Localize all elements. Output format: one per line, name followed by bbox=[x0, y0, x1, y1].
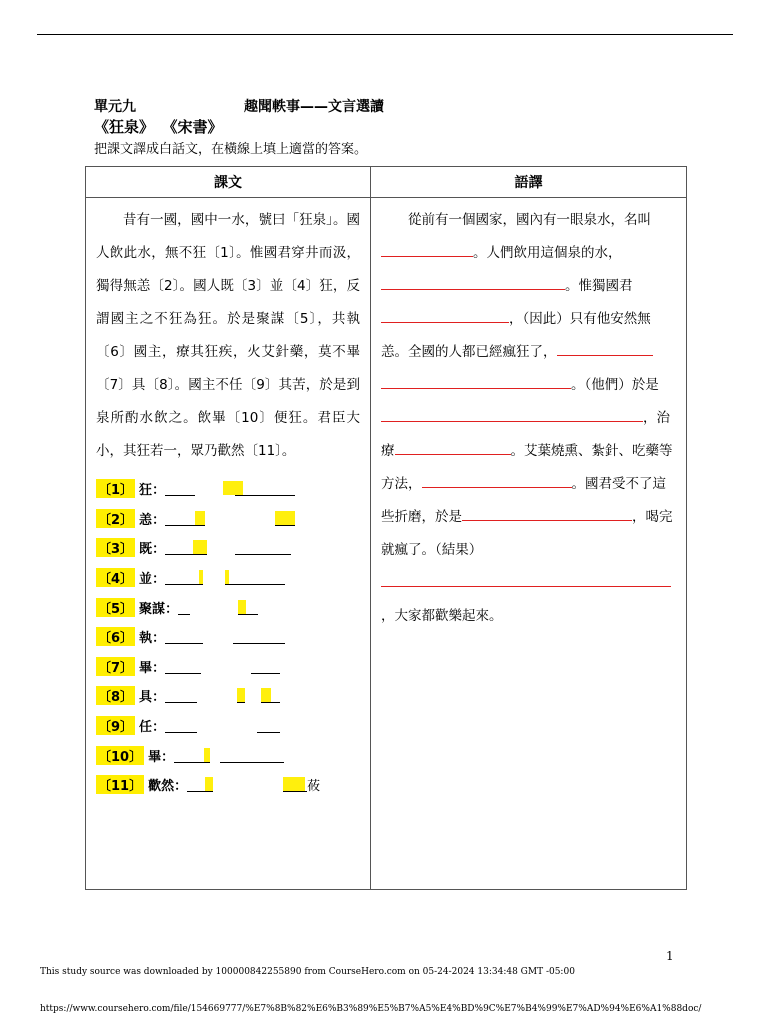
vocab-item: 〔3〕 既 ： bbox=[96, 533, 370, 563]
vocab-word: 具 bbox=[139, 690, 153, 706]
passage-cell bbox=[86, 198, 371, 890]
answer-blank[interactable] bbox=[395, 440, 511, 455]
book-title-2: 《宋書》 bbox=[170, 118, 223, 136]
vocab-number: 〔4〕 bbox=[96, 568, 135, 587]
vocab-number: 〔9〕 bbox=[96, 716, 135, 735]
vocab-item: 〔2〕 恙 ： bbox=[96, 504, 370, 534]
answer-blank[interactable] bbox=[165, 688, 280, 703]
vocab-item: 〔11〕 歡然 ： 莜 bbox=[96, 770, 370, 800]
header-translation: 語譯 bbox=[371, 167, 687, 198]
translation-seg: ，（因此）只有他安然無恙。全國的人都已經瘋狂了， bbox=[381, 311, 651, 360]
vocab-list bbox=[86, 474, 370, 800]
page-number: 1 bbox=[666, 949, 674, 963]
translation-seg: 。人們飲用這個泉的水， bbox=[473, 245, 622, 261]
vocab-word: 歡然 bbox=[148, 779, 175, 795]
translation-seg: ，治療 bbox=[381, 410, 670, 459]
translation bbox=[371, 198, 686, 633]
answer-blank[interactable] bbox=[381, 275, 565, 290]
vocab-word: 畢 bbox=[139, 660, 153, 676]
answer-blank[interactable] bbox=[165, 629, 285, 644]
translation-cell bbox=[371, 198, 687, 890]
vocab-item: 〔7〕 畢 ： bbox=[96, 652, 370, 682]
translation-seg: 從前有一個國家，國內有一眼泉水，名叫 bbox=[408, 212, 651, 228]
answer-blank[interactable] bbox=[381, 308, 509, 323]
vocab-suffix: 莜 bbox=[307, 779, 321, 795]
translation-seg: 。（他們）於是 bbox=[571, 377, 659, 393]
answer-blank[interactable] bbox=[165, 570, 285, 585]
answer-blank[interactable] bbox=[165, 481, 295, 496]
vocab-word: 並 bbox=[139, 572, 153, 588]
worksheet-table bbox=[85, 166, 687, 890]
translation-seg: ，喝完就瘋了。（結果） bbox=[381, 509, 673, 558]
download-note: This study source was downloaded by 100000842255890 from CourseHero.com on 05-24-2024 13:34:48 GMT -05:00 bbox=[40, 967, 575, 977]
vocab-item: 〔9〕 任 ： bbox=[96, 711, 370, 741]
answer-blank[interactable] bbox=[462, 506, 632, 521]
vocab-item: 〔8〕 具 ： bbox=[96, 681, 370, 711]
vocab-number: 〔8〕 bbox=[96, 686, 135, 705]
vocab-item: 〔10〕 畢 ： bbox=[96, 740, 370, 770]
vocab-item: 〔6〕 執 ： bbox=[96, 622, 370, 652]
vocab-item: 〔5〕 聚謀 ： bbox=[96, 592, 370, 622]
answer-blank[interactable] bbox=[165, 511, 295, 526]
answer-blank[interactable] bbox=[422, 473, 572, 488]
answer-blank[interactable] bbox=[165, 659, 280, 674]
translation-seg: 。國君受不了這些折磨，於是 bbox=[381, 476, 666, 525]
answer-blank[interactable] bbox=[165, 718, 280, 733]
vocab-number: 〔1〕 bbox=[96, 479, 135, 498]
vocab-number: 〔10〕 bbox=[96, 746, 144, 765]
translation-seg: 。惟獨國君 bbox=[565, 278, 633, 294]
answer-blank[interactable] bbox=[187, 777, 307, 792]
answer-blank[interactable] bbox=[381, 572, 671, 587]
answer-blank[interactable] bbox=[174, 748, 284, 763]
book-title-1: 《狂泉》 bbox=[94, 118, 155, 136]
answer-blank[interactable] bbox=[557, 341, 653, 356]
vocab-word: 任 bbox=[139, 720, 153, 736]
passage bbox=[86, 198, 370, 468]
book-titles bbox=[94, 116, 239, 137]
answer-blank[interactable] bbox=[381, 242, 473, 257]
theme-title: 趣聞軼事——文言選讀 bbox=[244, 99, 384, 115]
instruction: 把課文譯成白話文，在橫線上填上適當的答案。 bbox=[94, 142, 368, 157]
translation-text bbox=[381, 204, 676, 633]
vocab-item: 〔1〕 狂 ： bbox=[96, 474, 370, 504]
answer-blank[interactable] bbox=[381, 374, 571, 389]
vocab-number: 〔6〕 bbox=[96, 627, 135, 646]
passage-text: 昔有一國，國中一水，號曰「狂泉」。國人飲此水，無不狂〔1〕。惟國君穿井而汲，獨得無恙〔2〕。國人既〔3〕並〔4〕狂，反謂國主之不狂為狂。於是聚謀〔5〕，共執〔6〕國主，療其狂疾，火艾針藥，莫不畢〔7〕具〔8〕。國主不任〔9〕其苦，於是到泉所酌水飲之。飲畢〔10〕便狂。君臣大小，其狂若一，眾乃歡然〔11〕。 bbox=[96, 212, 360, 459]
unit-label: 單元九 bbox=[94, 99, 136, 115]
vocab-number: 〔2〕 bbox=[96, 509, 135, 528]
vocab-item: 〔4〕 並 ： bbox=[96, 563, 370, 593]
vocab-word: 聚謀 bbox=[139, 601, 166, 617]
translation-seg: ，大家都歡樂起來。 bbox=[381, 608, 503, 624]
vocab-number: 〔11〕 bbox=[96, 775, 144, 794]
top-rule bbox=[37, 34, 733, 35]
vocab-number: 〔7〕 bbox=[96, 657, 135, 676]
vocab-number: 〔5〕 bbox=[96, 598, 135, 617]
translation-seg: 。艾葉燒熏、紮針、吃藥等方法， bbox=[381, 443, 673, 492]
vocab-word: 狂 bbox=[139, 483, 153, 499]
header-passage: 課文 bbox=[86, 167, 371, 198]
answer-blank[interactable] bbox=[165, 540, 291, 555]
answer-blank[interactable] bbox=[381, 407, 643, 422]
vocab-word: 既 bbox=[139, 542, 153, 558]
answer-blank[interactable] bbox=[178, 600, 258, 615]
source-url[interactable]: https://www.coursehero.com/file/154669777/%E7%8B%82%E6%B3%89%E5%B7%A5%E4%BD%9C%E7%B4%99%E7%AD%94%E6%A1%88doc/ bbox=[40, 1004, 702, 1014]
vocab-word: 執 bbox=[139, 631, 153, 647]
vocab-number: 〔3〕 bbox=[96, 538, 135, 557]
vocab-word: 畢 bbox=[148, 749, 162, 765]
vocab-word: 恙 bbox=[139, 512, 153, 528]
